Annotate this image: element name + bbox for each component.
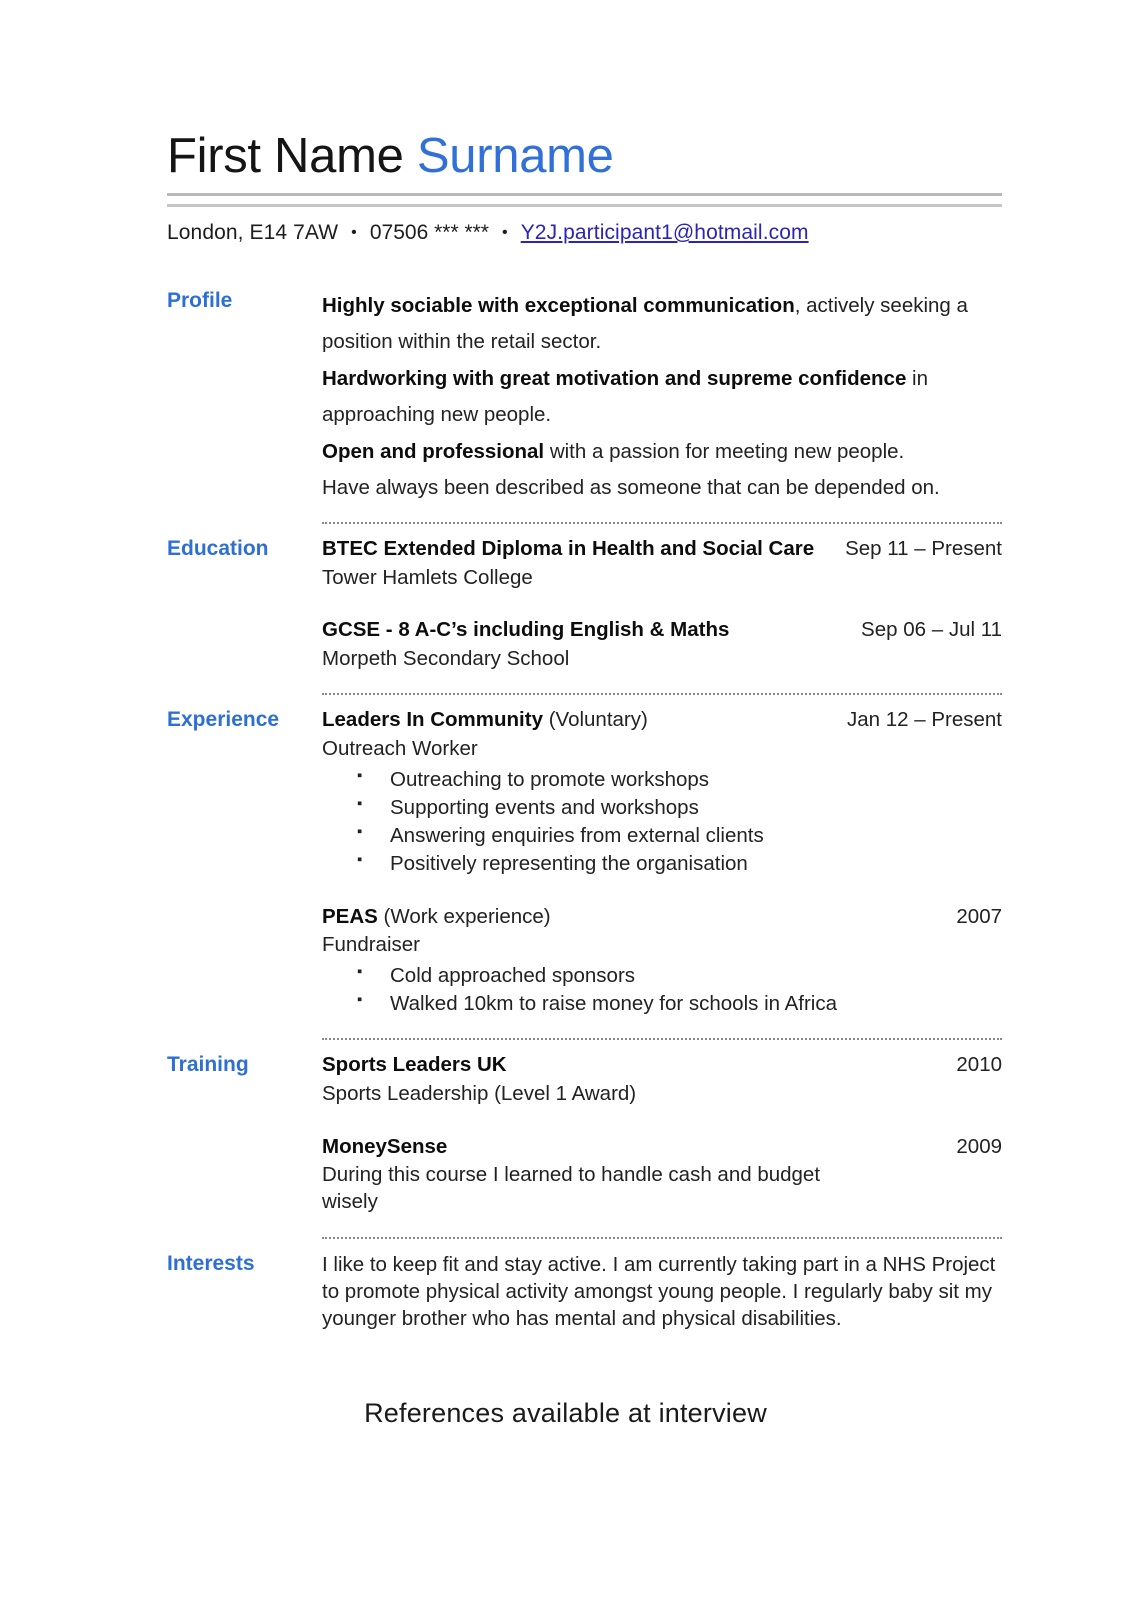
entry-date: 2007	[956, 904, 1002, 928]
entry-title	[322, 536, 814, 563]
education-entry	[322, 536, 1002, 591]
experience-body	[322, 707, 1002, 1023]
candidate-name	[167, 130, 1002, 184]
entry-title	[322, 1052, 507, 1079]
entry-subtitle: Tower Hamlets College	[322, 565, 533, 589]
bullet-item: ▪ Walked 10km to raise money for schools in Africa	[322, 991, 890, 1017]
entry-date: 2009	[956, 1134, 1002, 1158]
entry-title-bold: Leaders In Community	[322, 708, 543, 732]
divider-after-profile	[322, 521, 1002, 524]
entry-title	[322, 904, 551, 931]
contact-separator-1: •	[351, 223, 357, 241]
profile-line-rest: , actively seeking a position within the retail sector.	[322, 294, 968, 354]
entry-head	[322, 904, 1002, 931]
divider-after-training	[322, 1236, 1002, 1239]
entry-date: Sep 06 – Jul 11	[861, 618, 1002, 642]
entry-date: 2010	[956, 1053, 1002, 1077]
entry-title-rest: (Work experience)	[377, 904, 551, 928]
interests-text: I like to keep fit and stay active. I am currently taking part in a NHS Project to promote physical activity amongst young people. I regularly baby sit my younger brother who has mental and physical disabilities.	[322, 1252, 996, 1330]
cv-body	[167, 288, 1002, 1332]
entry-subtitle: Outreach Worker	[322, 737, 478, 761]
divider-after-education	[322, 692, 1002, 695]
bullet-item: ▪ Supporting events and workshops	[322, 795, 1002, 821]
references-note: References available at interview	[364, 1398, 767, 1428]
section-profile	[167, 288, 1002, 507]
location-text: London, E14 7AW	[167, 220, 339, 244]
profile-line-bold: Open and professional	[322, 439, 545, 463]
profile-line	[322, 288, 1002, 361]
profile-line-rest: with a passion for meeting new people.	[544, 439, 905, 463]
experience-entry	[322, 904, 1002, 1018]
entry-date: Sep 11 – Present	[845, 536, 1002, 560]
contact-email-link[interactable]: Y2J.participant1@hotmail.com	[520, 220, 809, 244]
profile-line-bold: Hardworking with great motivation and supreme confidence	[322, 366, 907, 390]
entry-subtitle: During this course I learned to handle cash and budget wisely	[322, 1163, 821, 1213]
interests-body	[322, 1251, 1002, 1332]
entry-title	[322, 617, 729, 644]
entry-head	[322, 1134, 1002, 1161]
entry-title-rest: (Voluntary)	[543, 708, 648, 732]
bullet-item: ▪ Positively representing the organisation	[322, 851, 1002, 877]
section-label-profile: Profile	[167, 289, 233, 312]
section-label-training: Training	[167, 1053, 249, 1077]
section-interests	[167, 1251, 1002, 1332]
contact-separator-2: •	[501, 223, 508, 241]
entry-subtitle: Fundraiser	[322, 933, 420, 957]
profile-body	[322, 288, 1002, 507]
training-body	[322, 1052, 1002, 1221]
profile-line-rest: in approaching new people.	[322, 366, 928, 427]
entry-head	[322, 617, 1002, 644]
entry-subtitle: Morpeth Secondary School	[322, 646, 570, 670]
entry-bullet-list	[322, 963, 1002, 1017]
entry-title-bold: GCSE - 8 A-C’s including English & Maths	[322, 618, 730, 642]
entry-title-bold: BTEC Extended Diploma in Health and Social Care	[322, 536, 815, 560]
bullet-item: ▪ Answering enquiries from external clients	[322, 823, 1002, 849]
bullet-item: ▪ Cold approached sponsors	[322, 963, 1002, 989]
section-training	[167, 1052, 1002, 1221]
entry-title-bold: PEAS	[322, 904, 378, 928]
section-label-education: Education	[167, 536, 269, 560]
profile-line-rest: Have always been described as someone that can be depended on.	[322, 476, 940, 500]
first-name: First Name	[167, 129, 404, 183]
bullet-item: ▪ Outreaching to promote workshops	[322, 767, 1002, 793]
profile-line	[322, 361, 1002, 434]
entry-subtitle: Sports Leadership (Level 1 Award)	[322, 1082, 637, 1106]
divider-after-experience	[322, 1037, 1002, 1040]
profile-line	[322, 470, 1002, 506]
section-label-experience: Experience	[167, 708, 280, 732]
entry-title	[322, 707, 648, 734]
entry-title-bold: MoneySense	[322, 1134, 448, 1158]
training-entry	[322, 1134, 1002, 1216]
education-body	[322, 536, 1002, 679]
experience-entry	[322, 707, 1002, 877]
section-education	[167, 536, 1002, 679]
contact-location	[167, 221, 338, 244]
entry-bullet-list	[322, 767, 1002, 878]
section-label-interests: Interests	[167, 1251, 255, 1275]
entry-title-bold: Sports Leaders UK	[322, 1053, 507, 1077]
contact-line	[167, 221, 1002, 245]
entry-head	[322, 1052, 1002, 1079]
entry-head	[322, 536, 1002, 563]
surname: Surname	[416, 129, 614, 183]
training-entry	[322, 1052, 1002, 1107]
entry-title	[322, 1134, 447, 1161]
education-entry	[322, 617, 1002, 672]
cv-header	[167, 130, 1002, 245]
entry-date: Jan 12 – Present	[847, 708, 1002, 732]
header-divider	[167, 193, 1002, 207]
profile-line-bold: Highly sociable with exceptional communication	[322, 294, 795, 317]
contact-phone: 07506 *** ***	[369, 220, 489, 244]
section-experience	[167, 707, 1002, 1023]
profile-line	[322, 434, 1002, 470]
entry-head	[322, 707, 1002, 734]
